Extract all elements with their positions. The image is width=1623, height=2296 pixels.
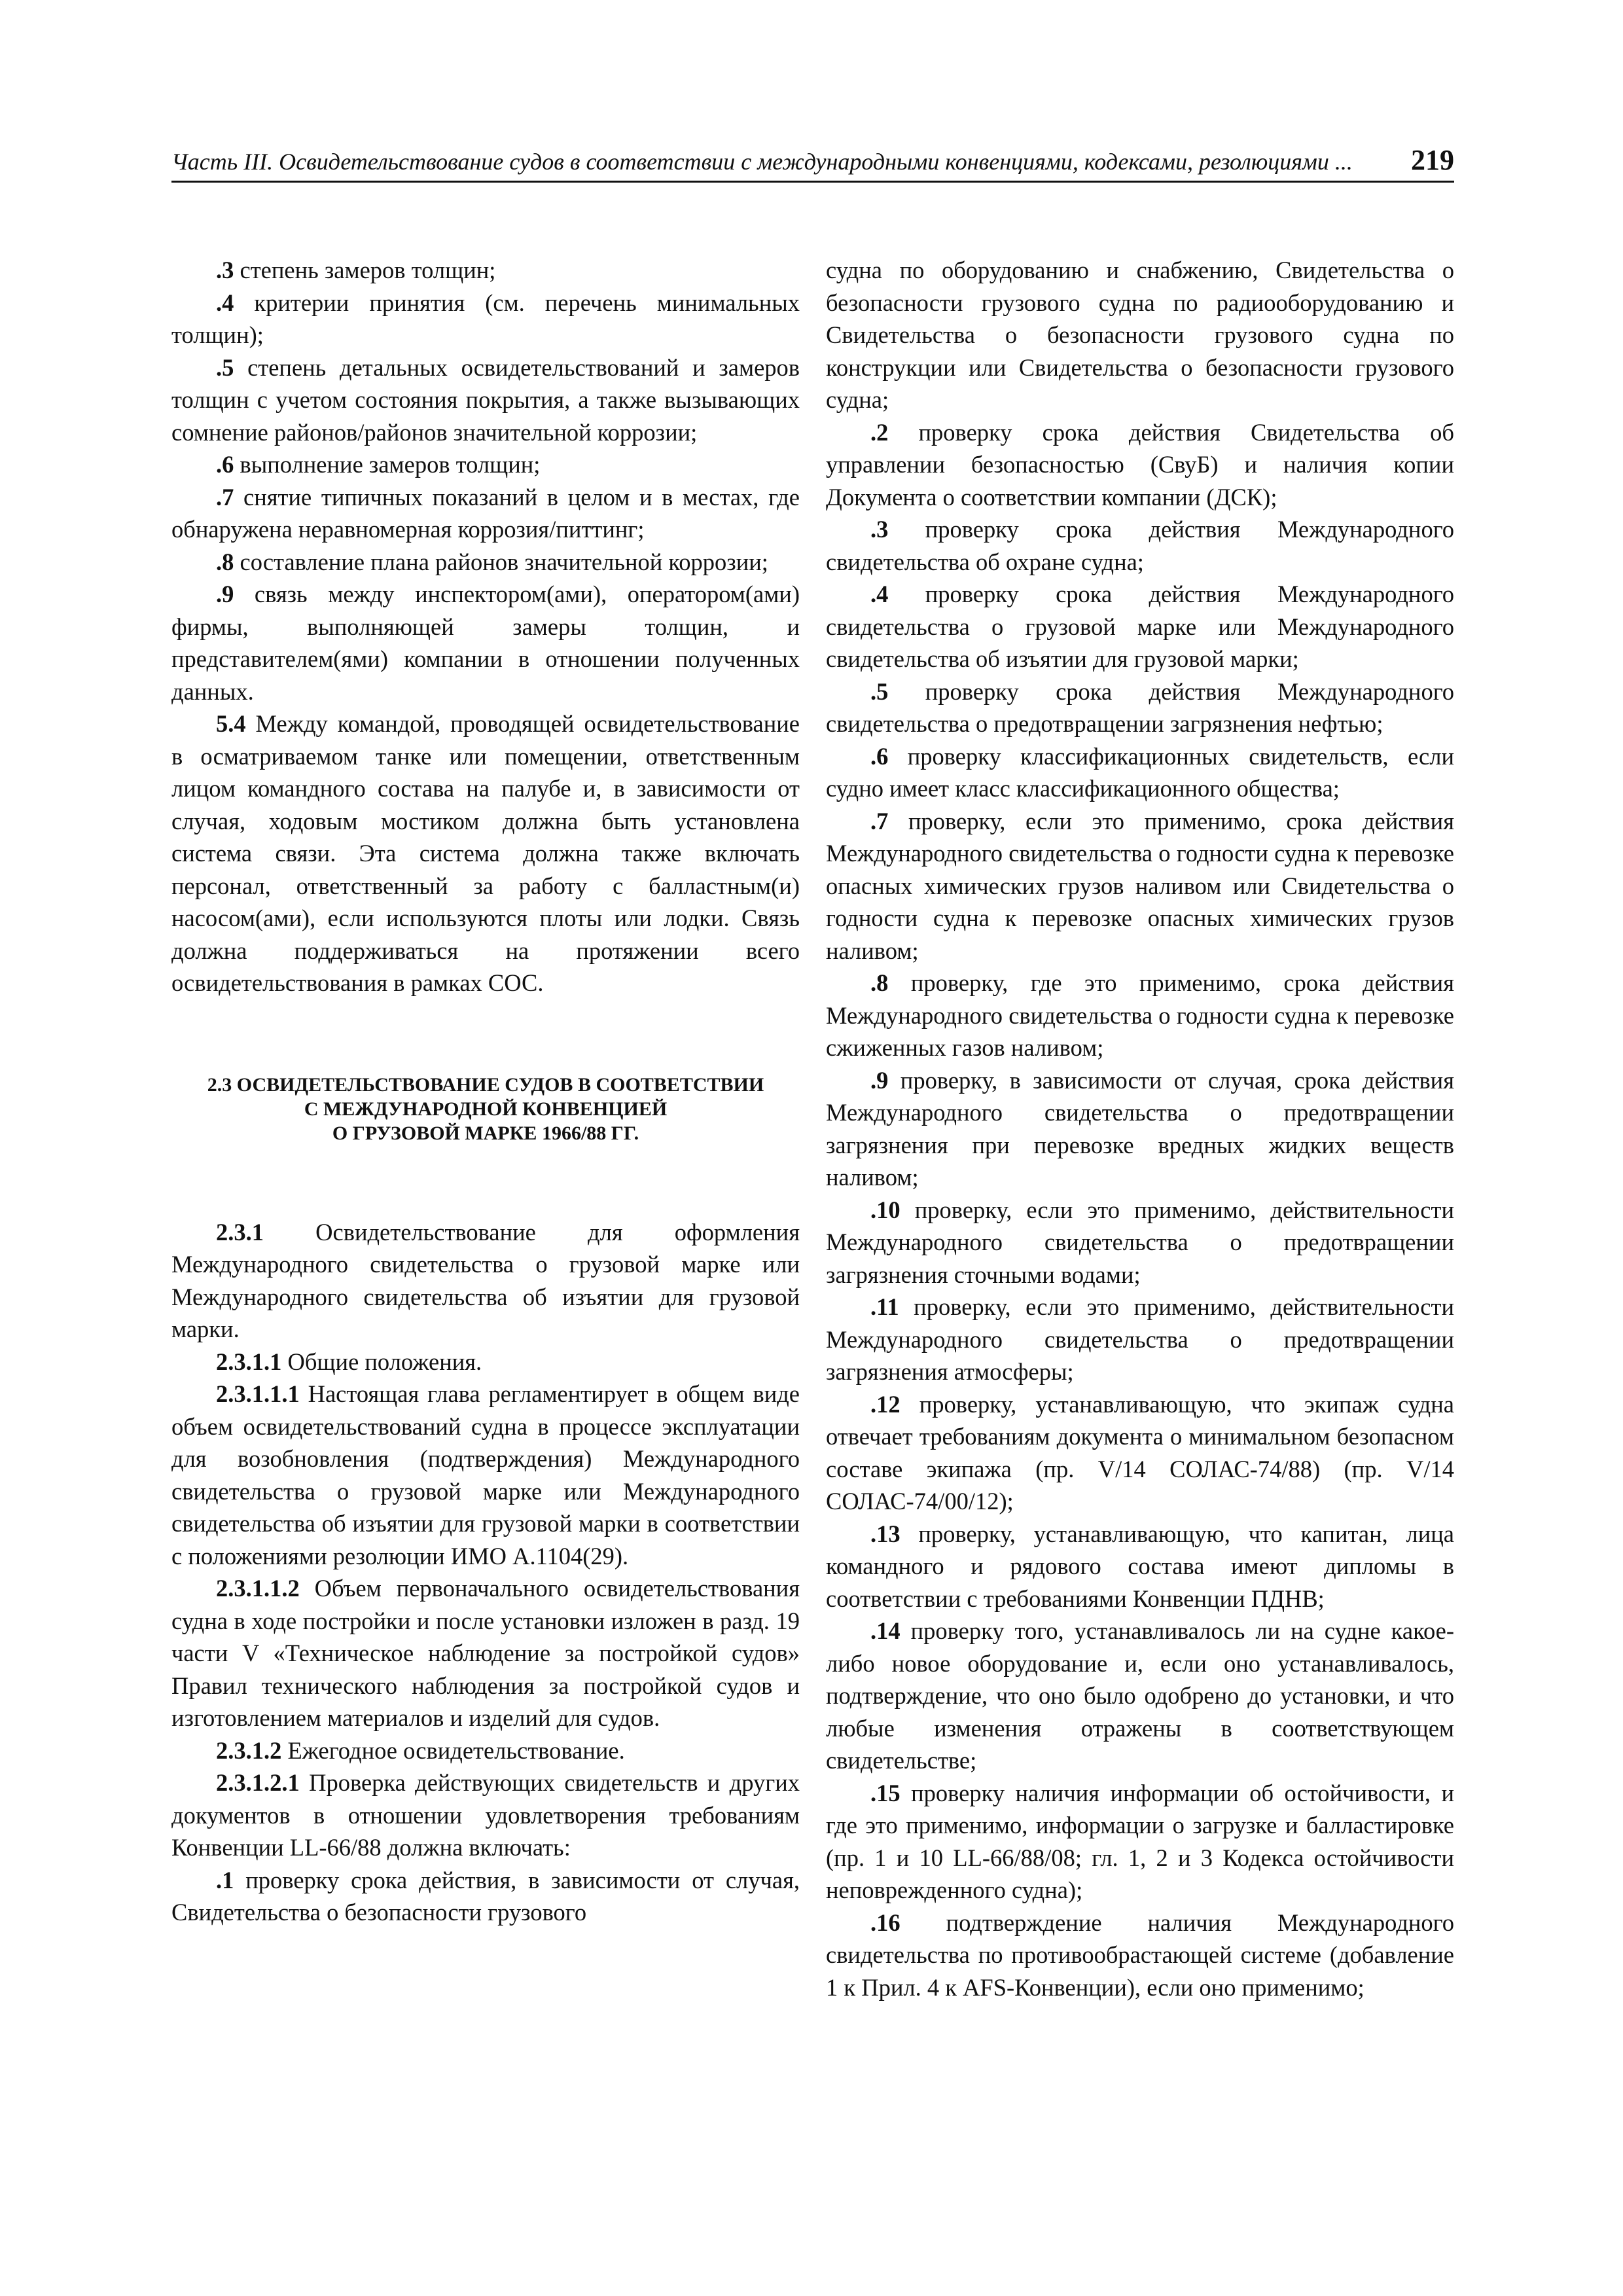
item-number: .5 — [216, 353, 234, 381]
paragraph — [171, 1216, 800, 1346]
paragraph — [826, 1907, 1454, 2004]
paragraph — [171, 254, 800, 287]
paragraph — [826, 513, 1454, 578]
paragraph-text: проверку, где это применимо, срока действия Международного свидетельства о годности судна к перевозке сжиженных газов наливом; — [826, 969, 1454, 1061]
item-number: 2.3.1.1.1 — [216, 1380, 300, 1407]
paragraph-text: Между командой, проводящей освидетельствование в осматриваемом танке или помещении, ответственным лицом командного состава на палубе и, в зависимости от случая, ходовым мостиком должна быть установлена система связи. Эта система должна также включать персонал, ответственный за работу с балластным(и) насосом(ами), если используются плоты или лодки. Связь должна поддерживаться на протяжении всего освидетельствования в рамках СОС. — [171, 710, 800, 996]
paragraph — [826, 675, 1454, 740]
item-number: .6 — [216, 451, 234, 478]
item-number: .11 — [870, 1293, 899, 1320]
paragraph — [171, 1346, 800, 1378]
paragraph-text: степень детальных освидетельствований и замеров толщин с учетом состояния покрытия, а также вызывающих сомнение районов/районов значительной коррозии; — [171, 353, 800, 446]
item-number: .12 — [870, 1390, 901, 1418]
paragraph-text: связь между инспектором(ами), оператором(ами) фирмы, выполняющей замеры толщин, и представителем(ями) компании в отношении полученных данных. — [171, 581, 800, 705]
paragraph-text: проверку, в зависимости от случая, срока действия Международного свидетельства о предотвращении загрязнения при перевозке вредных жидких веществ наливом; — [826, 1066, 1454, 1191]
paragraph-text: снятие типичных показаний в целом и в местах, где обнаружена неравномерная коррозия/питтинг; — [171, 483, 800, 543]
paragraph-text: критерии принятия (см. перечень минимальных толщин); — [171, 289, 800, 348]
paragraph-text: подтверждение наличия Международного свидетельства по противообрастающей системе (добавление 1 к Прил. 4 к AFS-Конвенции), если оно применимо; — [826, 1909, 1454, 2001]
item-number: 2.3.1.2 — [216, 1736, 282, 1764]
item-number: .3 — [870, 516, 889, 543]
paragraph-text: степень замеров толщин; — [234, 257, 496, 283]
paragraph — [171, 287, 800, 351]
section-heading-line-2: С МЕЖДУНАРОДНОЙ КОНВЕНЦИЕЙ — [304, 1098, 668, 1120]
paragraph-text: проверку срока действия Международного свидетельства об охране судна; — [826, 516, 1454, 575]
item-number: .13 — [870, 1520, 901, 1547]
section-heading-line-3: О ГРУЗОВОЙ МАРКЕ 1966/88 ГГ. — [332, 1122, 639, 1144]
item-number: .2 — [870, 418, 889, 446]
paragraph — [171, 1378, 800, 1572]
item-number: .4 — [216, 289, 234, 316]
paragraph — [826, 1615, 1454, 1777]
paragraph — [826, 967, 1454, 1064]
left-column — [171, 254, 800, 1929]
paragraph — [171, 448, 800, 481]
paragraph — [826, 1388, 1454, 1518]
item-number: .7 — [216, 483, 234, 511]
paragraph — [826, 1777, 1454, 1907]
paragraph — [826, 805, 1454, 967]
item-number: .8 — [216, 548, 234, 575]
item-number: 5.4 — [216, 710, 246, 737]
paragraph — [171, 1572, 800, 1734]
item-number: .10 — [870, 1196, 901, 1223]
paragraph-text: проверку, если это применимо, срока действия Международного свидетельства о годности судна к перевозке опасных химических грузов наливом или Свидетельства о годности судна к перевозке опасных химических грузов наливом; — [826, 807, 1454, 964]
paragraph-text: проверку срока действия Международного свидетельства о предотвращении загрязнения нефтью; — [826, 677, 1454, 737]
paragraph-text: проверку срока действия Свидетельства об управлении безопасностью (СвуБ) и наличия копии Документа о соответствии компании (ДСК); — [826, 418, 1454, 511]
paragraph-text: судна по оборудованию и снабжению, Свидетельства о безопасности грузового судна по радиооборудованию и Свидетельства о безопасности грузового судна по конструкции или Свидетельства о безопасности грузового судна; — [826, 257, 1454, 413]
paragraph — [826, 1194, 1454, 1291]
paragraph-text: составление плана районов значительной коррозии; — [234, 548, 768, 575]
paragraph-text: проверку наличия информации об остойчивости, и где это применимо, информации о загрузке и балластировке (пр. 1 и 10 LL-66/88/08; гл. 1, 2 и 3 Кодекса остойчивости неповрежденного судна); — [826, 1779, 1454, 1903]
paragraph-text: проверку срока действия Международного свидетельства о грузовой марке или Международного свидетельства об изъятии для грузовой марки; — [826, 581, 1454, 672]
item-number: .7 — [870, 807, 889, 834]
paragraph-text: Проверка действующих свидетельств и других документов в отношении удовлетворения требованиям Конвенции LL-66/88 должна включать: — [171, 1769, 800, 1861]
running-header — [171, 143, 1454, 183]
paragraph — [826, 578, 1454, 675]
paragraph-text: проверку срока действия, в зависимости от случая, Свидетельства о безопасности грузового — [171, 1866, 800, 1926]
section-heading-line-1: 2.3 ОСВИДЕТЕЛЬСТВОВАНИЕ СУДОВ В СООТВЕТСТВИИ — [207, 1073, 764, 1096]
paragraph-text: проверку классификационных свидетельств, если судно имеет класс классификационного общества; — [826, 742, 1454, 802]
paragraph-text: Общие положения. — [281, 1348, 482, 1375]
paragraph-text: Ежегодное освидетельствование. — [281, 1736, 625, 1764]
item-number: .5 — [870, 677, 889, 705]
header-title: Часть III. Освидетельствование судов в соответствии с международными конвенциями, кодексами, резолюциями ... — [171, 149, 1353, 175]
right-column — [826, 254, 1454, 2003]
paragraph — [826, 254, 1454, 416]
item-number: .14 — [870, 1617, 901, 1644]
paragraph — [826, 740, 1454, 805]
right-column-paragraphs — [826, 254, 1454, 2003]
paragraph — [171, 578, 800, 708]
item-number: 2.3.1 — [216, 1218, 264, 1246]
item-number: .16 — [870, 1909, 901, 1936]
paragraph — [171, 708, 800, 999]
item-number: .9 — [870, 1066, 889, 1094]
item-number: .4 — [870, 581, 889, 607]
paragraph-text: проверку, если это применимо, действительности Международного свидетельства о предотвращении загрязнения сточными водами; — [826, 1196, 1454, 1288]
paragraph — [171, 351, 800, 449]
left-column-section-paragraphs — [171, 1216, 800, 1929]
item-number: 2.3.1.1.2 — [216, 1575, 300, 1602]
paragraph-text: Настоящая глава регламентирует в общем виде объем освидетельствований судна в процессе эксплуатации для возобновления (подтверждения) Международного свидетельства о грузовой марке или Международного свидетельства об изъятии для грузовой марки в соответствии с положениями резолюции ИМО А.1104(29). — [171, 1380, 800, 1570]
paragraph — [826, 1291, 1454, 1388]
paragraph — [171, 1767, 800, 1864]
paragraph — [826, 416, 1454, 514]
paragraph-text: Объем первоначального освидетельствования судна в ходе постройки и после установки изложен в разд. 19 части V «Техническое наблюдение за постройкой судов» Правил технического наблюдения за постройкой судов и изготовлением материалов и изделий для судов. — [171, 1575, 800, 1731]
item-number: .9 — [216, 581, 234, 607]
paragraph — [171, 1734, 800, 1767]
item-number: .1 — [216, 1866, 234, 1893]
item-number: 2.3.1.1 — [216, 1348, 282, 1375]
paragraph — [826, 1518, 1454, 1615]
page-number: 219 — [1411, 144, 1454, 176]
paragraph-text: проверку того, устанавливалось ли на судне какое-либо новое оборудование и, если оно устанавливалось, подтверждение, что оно было одобрено до установки, и что любые изменения отражены в соответствующем свидетельстве; — [826, 1617, 1454, 1774]
paragraph-text: проверку, устанавливающую, что капитан, лица командного и рядового состава имеют дипломы в соответствии с требованиями Конвенции ПДНВ; — [826, 1520, 1454, 1612]
section-heading — [171, 1073, 800, 1145]
item-number: .6 — [870, 742, 889, 770]
paragraph — [826, 1064, 1454, 1194]
item-number: 2.3.1.2.1 — [216, 1769, 300, 1796]
paragraph-text: проверку, если это применимо, действительности Международного свидетельства о предотвращении загрязнения атмосферы; — [826, 1293, 1454, 1385]
item-number: .3 — [216, 257, 234, 283]
paragraph-text: проверку, устанавливающую, что экипаж судна отвечает требованиям документа о минимальном безопасном составе экипажа (пр. V/14 СОЛАС-74/88) (пр. V/14 СОЛАС-74/00/12); — [826, 1390, 1454, 1515]
paragraph — [171, 1864, 800, 1929]
left-column-paragraphs — [171, 254, 800, 999]
item-number: .8 — [870, 969, 889, 996]
paragraph-text: выполнение замеров толщин; — [234, 451, 541, 478]
paragraph — [171, 546, 800, 579]
paragraph — [171, 481, 800, 546]
item-number: .15 — [870, 1779, 901, 1806]
paragraph-text: Освидетельствование для оформления Международного свидетельства о грузовой марке или Международного свидетельства об изъятии для грузовой марки. — [171, 1218, 800, 1342]
